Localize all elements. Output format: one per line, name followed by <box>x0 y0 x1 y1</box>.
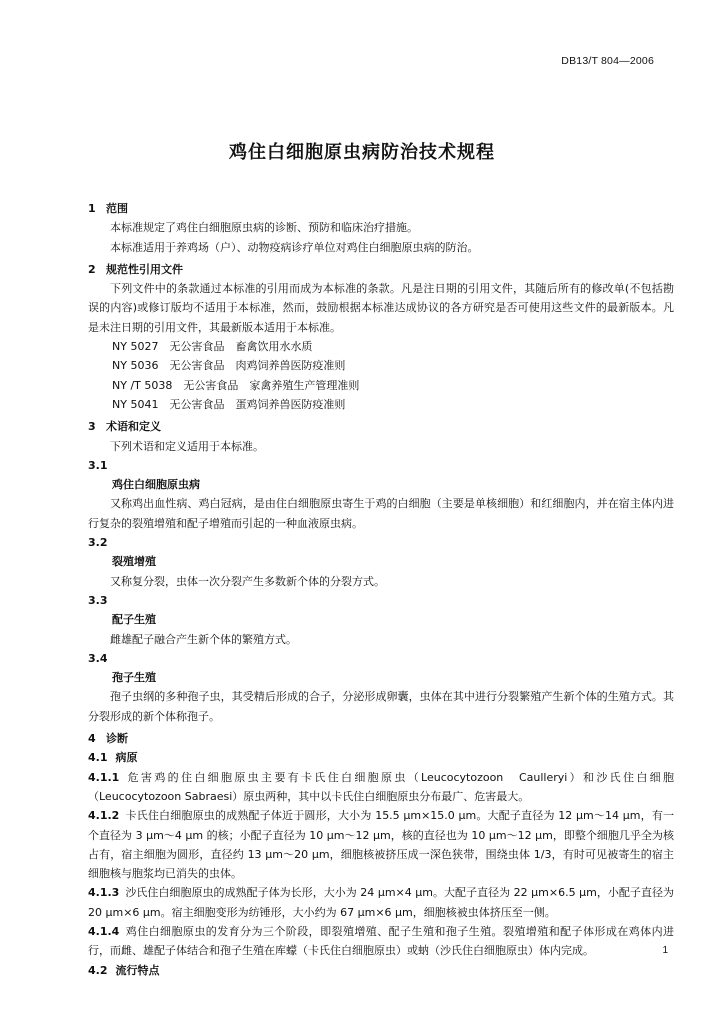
section-number: 2 <box>88 262 96 276</box>
reference-item: NY 5027 无公害食品 畜禽饮用水水质 <box>112 340 313 354</box>
subsection-number: 4.1 <box>88 751 108 765</box>
paragraph: 本标准规定了鸡住白细胞原虫病的诊断、预防和临床治疗措施。 <box>110 221 418 235</box>
clause-text: 危害鸡的住白细胞原虫主要有卡氏住白细胞原虫（Leucocytozoon Caulleryi）和沙氏住白细胞（Leucocytozoon Sabraesi）原虫两种，其中以卡氏住白细胞原虫分布最广、危害最大。 <box>88 770 674 803</box>
term-definition: 又称鸡出血性病、鸡白冠病，是由住白细胞原虫寄生于鸡的白细胞（主要是单核细胞）和红细胞内，并在宿主体内进行复杂的裂殖增殖和配子增殖而引起的一种血液原虫病。 <box>88 497 674 530</box>
term-number: 3.2 <box>88 536 108 550</box>
section-number: 1 <box>88 202 96 215</box>
term-definition: 又称复分裂，虫体一次分裂产生多数新个体的分裂方式。 <box>110 574 385 588</box>
section-number: 3 <box>88 420 96 434</box>
paragraph: 下列术语和定义适用于本标准。 <box>110 439 264 453</box>
section-title: 诊断 <box>106 732 128 746</box>
section-title: 范围 <box>106 202 128 215</box>
page-number: 1 <box>662 945 668 956</box>
clause-4-1-1 <box>88 768 674 807</box>
clause-4-1-4 <box>88 922 674 961</box>
clause-text: 卡氏住白细胞原虫的成熟配子体近于圆形，大小为 15.5 μm×15.0 μm。大配子直径为 12 μm～14 μm，有一个直径为 3 μm～4 μm 的核；小配子直径为 10 μm～12 μm，核的直径也为 10 μm～12 μm，即整个细胞几乎全为核占有，宿主细胞为圆形，直径约 13 μm～20 μm，细胞核被挤压成一深色狭带，围绕虫体 1/3，有时可见被寄生的宿主细胞核与胞浆均已消失的虫体。 <box>88 809 674 881</box>
clause-text: 鸡住白细胞原虫的发育分为三个阶段，即裂殖增殖、配子生殖和孢子生殖。裂殖增殖和配子体形成在鸡体内进行，而雌、雄配子体结合和孢子生殖在库蠓（卡氏住白细胞原虫）或蚋（沙氏住白细胞原虫）体内完成。 <box>88 924 674 958</box>
document-title: 鸡住白细胞原虫病防治技术规程 <box>229 142 495 163</box>
subsection-title: 流行特点 <box>115 963 160 977</box>
section-4-heading <box>88 729 674 748</box>
subsection-title: 病原 <box>115 751 138 765</box>
term-definition: 孢子虫纲的多种孢子虫，其受精后形成的合子，分泌形成卵囊，虫体在其中进行分裂繁殖产生新个体的生殖方式。其分裂形成的新个体称孢子。 <box>88 690 674 723</box>
section-1-heading <box>88 199 674 218</box>
subsection-4-1-heading <box>88 748 674 767</box>
reference-item: NY /T 5038 无公害食品 家禽养殖生产管理准则 <box>112 378 360 392</box>
clause-number: 4.1.3 <box>88 886 120 900</box>
standard-code: DB13/T 804—2006 <box>561 55 654 67</box>
term-name: 孢子生殖 <box>112 671 156 685</box>
clause-4-1-2 <box>88 806 674 883</box>
subsection-number: 4.2 <box>88 963 108 977</box>
section-title: 术语和定义 <box>106 420 161 434</box>
section-title: 规范性引用文件 <box>106 262 183 276</box>
section-number: 4 <box>88 732 96 746</box>
document-body <box>88 196 674 980</box>
paragraph: 下列文件中的条款通过本标准的引用而成为本标准的条款。凡是注日期的引用文件，其随后所有的修改单(不包括勘误的内容)或修订版均不适用于本标准，然而，鼓励根据本标准达成协议的各方研究是否可使用这些文件的最新版本。凡是未注日期的引用文件，其最新版本适用于本标准。 <box>88 282 674 334</box>
term-name: 鸡住白细胞原虫病 <box>112 478 200 492</box>
reference-item: NY 5036 无公害食品 肉鸡饲养兽医防疫准则 <box>112 359 346 373</box>
reference-item: NY 5041 无公害食品 蛋鸡饲养兽医防疫准则 <box>112 397 346 411</box>
clause-text: 沙氏住白细胞原虫的成熟配子体为长形，大小为 24 μm×4 μm。大配子直径为 22 μm×6.5 μm，小配子直径为 20 μm×6 μm。宿主细胞变形为纺锤形，大小约为 67 μm×6 μm，细胞核被虫体挤压至一侧。 <box>88 886 674 919</box>
term-name: 裂殖增殖 <box>112 555 156 569</box>
clause-number: 4.1.2 <box>88 809 120 823</box>
term-number: 3.4 <box>88 651 108 665</box>
clause-number: 4.1.4 <box>88 924 120 938</box>
paragraph: 本标准适用于养鸡场（户）、动物疫病诊疗单位对鸡住白细胞原虫病的防治。 <box>110 240 479 254</box>
clause-4-1-3 <box>88 883 674 922</box>
term-number: 3.3 <box>88 593 108 607</box>
term-number: 3.1 <box>88 458 108 472</box>
subsection-4-2-heading <box>88 961 674 980</box>
clause-number: 4.1.1 <box>88 770 120 784</box>
term-name: 配子生殖 <box>112 613 156 627</box>
section-2-heading <box>88 260 674 279</box>
term-definition: 雌雄配子融合产生新个体的繁殖方式。 <box>110 632 297 646</box>
section-3-heading <box>88 417 674 436</box>
